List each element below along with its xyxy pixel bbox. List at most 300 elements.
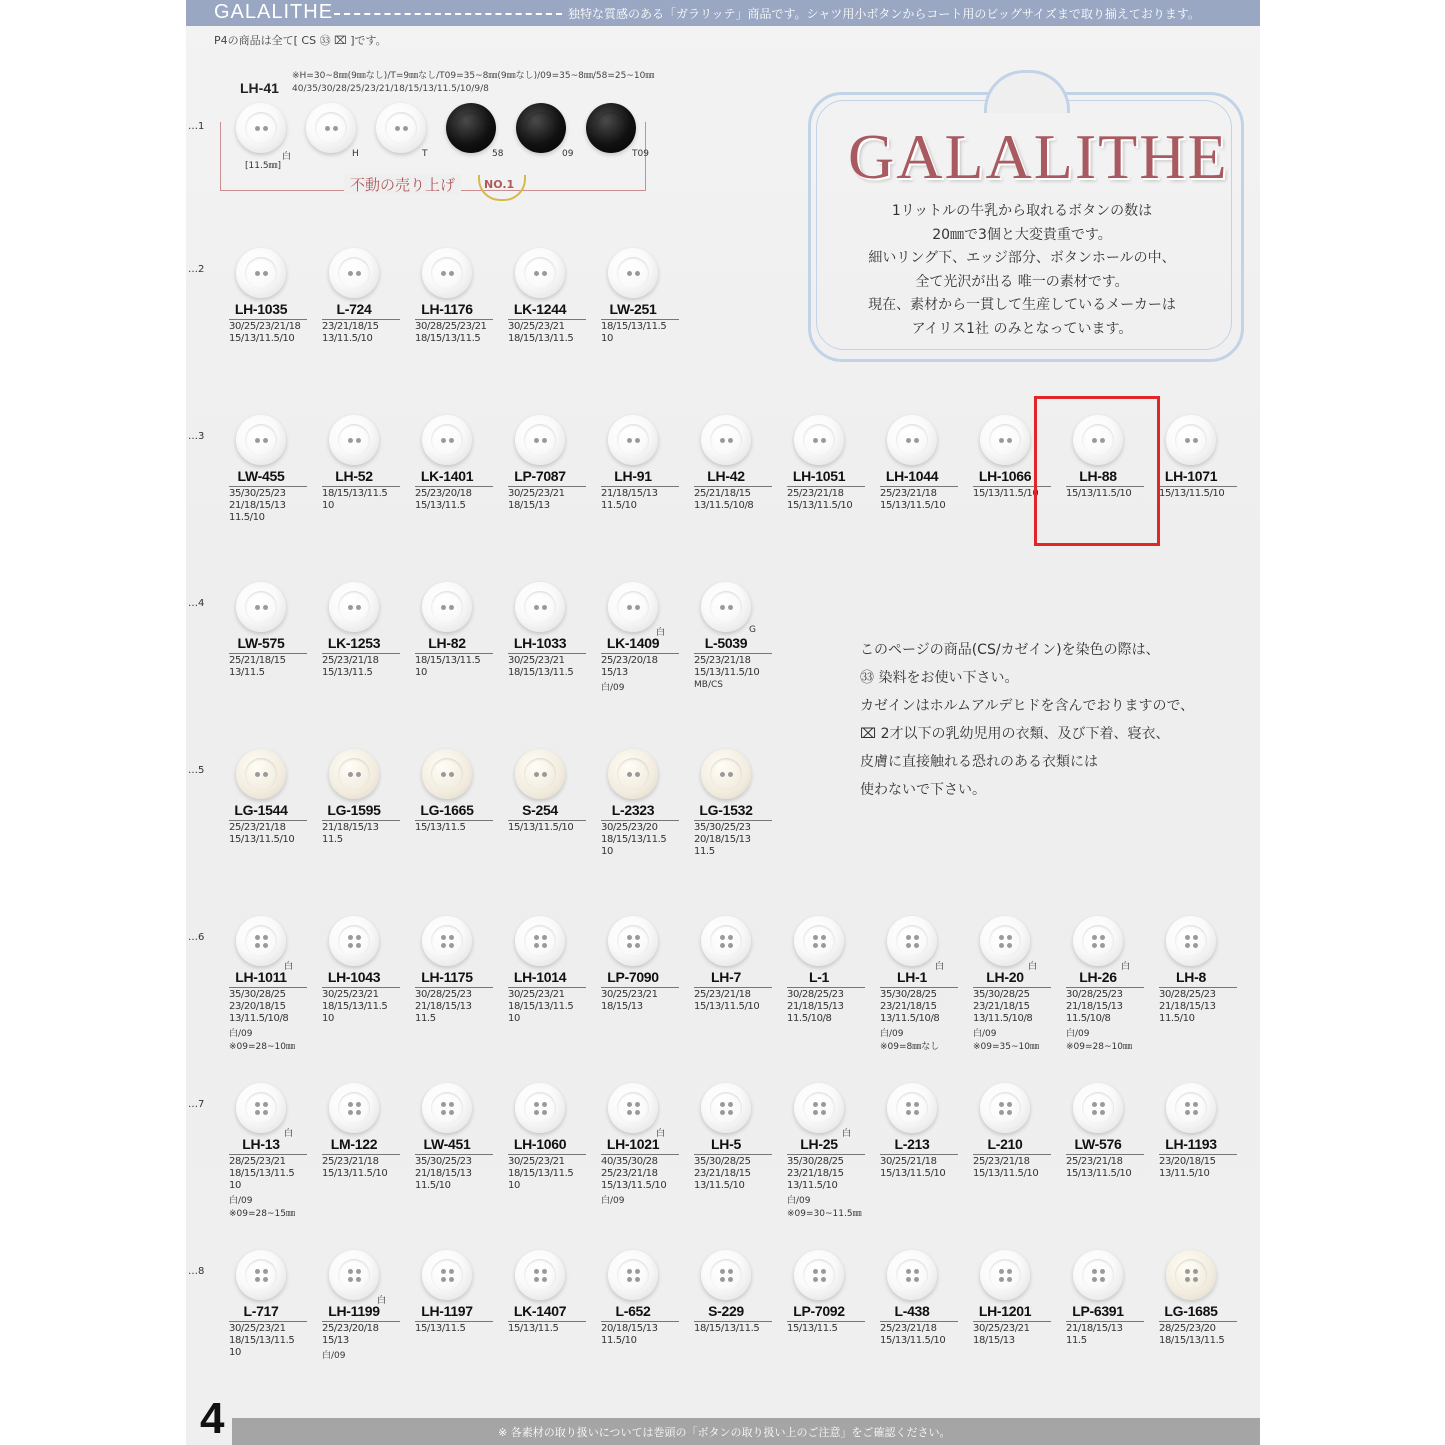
product-sizes: 18/15/13/11.5 10: [322, 486, 400, 512]
color-tag: G: [749, 625, 756, 635]
button-hole: [449, 772, 454, 777]
product-sizes: 23/21/18/15 13/11.5/10: [322, 319, 400, 345]
button-lh-1176[interactable]: [422, 248, 472, 298]
button-hole: [1007, 1269, 1012, 1274]
button-l-213[interactable]: [887, 1083, 937, 1133]
button-lh-42[interactable]: [701, 415, 751, 465]
product-code[interactable]: LH-1199: [328, 1303, 380, 1319]
product-sizes: 21/18/15/13 11.5: [322, 820, 400, 846]
button-hole: [1007, 1102, 1012, 1107]
product-note: 白/09: [601, 683, 625, 693]
product-sizes: 30/28/25/23 21/18/15/13 11.5/10: [1159, 987, 1237, 1025]
button-lh-1197[interactable]: [422, 1250, 472, 1300]
button-lm-122[interactable]: [329, 1083, 379, 1133]
button-hole: [914, 935, 919, 940]
button-hole: [720, 1277, 725, 1282]
product-sizes: 35/30/28/25 23/21/18/15 13/11.5/10/8: [880, 987, 958, 1025]
button-lh-1035[interactable]: [236, 248, 286, 298]
button-lh-91[interactable]: [608, 415, 658, 465]
product-sizes: 21/18/15/13 11.5: [1066, 1321, 1144, 1347]
product-code[interactable]: LH-1: [897, 969, 927, 985]
product-code[interactable]: LH-1060: [513, 1136, 567, 1152]
color-tag: 白: [656, 1129, 666, 1139]
product-code[interactable]: L-2323: [611, 802, 655, 818]
button-hole: [1185, 1277, 1190, 1282]
feature-line: アイリス1社 のみとなっています。: [911, 320, 1133, 337]
product-code[interactable]: LK-1409: [606, 635, 660, 651]
button-hole: [627, 943, 632, 948]
button-hole: [627, 1102, 632, 1107]
product-code[interactable]: LH-82: [428, 635, 466, 651]
lh41-button-5[interactable]: [516, 103, 566, 153]
product-note: 白/09 ※09=8㎜なし: [880, 1029, 940, 1052]
product-sizes: 15/13/11.5/10: [1066, 486, 1144, 500]
button-hole: [542, 1102, 547, 1107]
button-lh-1044[interactable]: [887, 415, 937, 465]
button-lh-1066[interactable]: [980, 415, 1030, 465]
button-lh-1011[interactable]: [236, 916, 286, 966]
button-lg-1665[interactable]: [422, 749, 472, 799]
button-hole: [534, 1102, 539, 1107]
button-hole: [627, 271, 632, 276]
product-code[interactable]: LG-1595: [327, 802, 381, 818]
color-tag: 白: [842, 1129, 852, 1139]
button-hole: [635, 1110, 640, 1115]
button-hole: [348, 772, 353, 777]
button-lg-1595[interactable]: [329, 749, 379, 799]
button-hole: [720, 1102, 725, 1107]
button-lg-1532[interactable]: [701, 749, 751, 799]
button-s-254[interactable]: [515, 749, 565, 799]
button-hole: [255, 943, 260, 948]
product-code[interactable]: LW-576: [1074, 1136, 1122, 1152]
button-hole: [348, 943, 353, 948]
button-hole: [1193, 943, 1198, 948]
button-l-210[interactable]: [980, 1083, 1030, 1133]
lh41-button-6[interactable]: [586, 103, 636, 153]
button-lh-1014[interactable]: [515, 916, 565, 966]
button-lh-25[interactable]: [794, 1083, 844, 1133]
button-lh-20[interactable]: [980, 916, 1030, 966]
button-lp-7092[interactable]: [794, 1250, 844, 1300]
product-sizes: 15/13/11.5: [787, 1321, 865, 1335]
button-hole: [1007, 943, 1012, 948]
product-note: MB/CS: [694, 680, 723, 690]
footer-note: ※ 各素材の取り扱いについては巻頭の「ボタンの取り扱い上のご注意」をご確認ください。: [498, 1426, 951, 1439]
product-code[interactable]: LH-1035: [234, 301, 288, 317]
button-hole: [263, 605, 268, 610]
product-code[interactable]: LP-7090: [607, 969, 659, 985]
button-hole: [255, 271, 260, 276]
button-hole: [1185, 1110, 1190, 1115]
button-hole: [720, 605, 725, 610]
button-hole: [534, 935, 539, 940]
product-code[interactable]: LG-1685: [1164, 1303, 1218, 1319]
button-lh-26[interactable]: [1073, 916, 1123, 966]
button-hole: [821, 943, 826, 948]
button-lp-7087[interactable]: [515, 415, 565, 465]
product-sizes: 30/25/23/21 18/15/13/11.5 10: [508, 987, 586, 1025]
product-note: 白/09 ※09=30~11.5㎜: [787, 1196, 862, 1219]
product-sizes: 23/20/18/15 13/11.5/10: [1159, 1154, 1237, 1180]
lh41-button-4[interactable]: [446, 103, 496, 153]
product-code[interactable]: LH-25: [800, 1136, 838, 1152]
product-code[interactable]: LH-1043: [327, 969, 381, 985]
button-hole: [449, 1102, 454, 1107]
button-hole: [449, 605, 454, 610]
button-lw-251[interactable]: [608, 248, 658, 298]
button-hole: [348, 1277, 353, 1282]
product-code[interactable]: LH-7: [711, 969, 741, 985]
product-code[interactable]: LH-1071: [1164, 468, 1218, 484]
row-marker: …7: [188, 1099, 205, 1110]
button-hole: [356, 605, 361, 610]
lh41-variant-label: T: [422, 149, 428, 159]
button-hole: [356, 1102, 361, 1107]
button-hole: [906, 438, 911, 443]
button-hole: [720, 943, 725, 948]
product-code[interactable]: LH-5: [711, 1136, 741, 1152]
product-note: 白/09 ※09=28~10㎜: [1066, 1029, 1132, 1052]
row-marker: …5: [188, 765, 205, 776]
product-sizes: 15/13/11.5/10: [973, 486, 1051, 500]
button-hole: [356, 1110, 361, 1115]
button-hole: [1193, 1102, 1198, 1107]
product-sizes: 25/23/20/18 15/13: [601, 653, 679, 679]
casein-line: ㉝ 染料をお使い下さい。: [860, 670, 1019, 686]
product-code[interactable]: LH-42: [707, 468, 745, 484]
button-lp-6391[interactable]: [1073, 1250, 1123, 1300]
button-hole: [255, 605, 260, 610]
button-hole: [720, 772, 725, 777]
button-hole: [534, 943, 539, 948]
product-sizes: 15/13/11.5: [415, 1321, 493, 1335]
highlight-box: [1034, 396, 1160, 546]
button-l-2323[interactable]: [608, 749, 658, 799]
product-code[interactable]: LH-1033: [513, 635, 567, 651]
button-lh-1175[interactable]: [422, 916, 472, 966]
button-hole: [906, 1269, 911, 1274]
button-hole: [348, 1110, 353, 1115]
product-sizes: 25/23/21/18 15/13/11.5: [322, 653, 400, 679]
button-hole: [1007, 1277, 1012, 1282]
button-lh-52[interactable]: [329, 415, 379, 465]
color-tag: 白: [935, 962, 945, 972]
product-sizes: 18/15/13/11.5 10: [415, 653, 493, 679]
product-code[interactable]: L-724: [336, 301, 372, 317]
product-code[interactable]: L-213: [894, 1136, 930, 1152]
button-hole: [635, 772, 640, 777]
product-sizes: 35/30/25/23 21/18/15/13 11.5/10: [415, 1154, 493, 1192]
product-note: 白/09: [601, 1196, 625, 1206]
casein-line: ⌧ 2才以下の乳幼児用の衣類、及び下着、寝衣、: [860, 726, 1170, 742]
color-tag: 白: [377, 1296, 387, 1306]
button-hole: [356, 935, 361, 940]
product-sizes: 35/30/28/25 23/21/18/15 13/11.5/10: [787, 1154, 865, 1192]
button-hole: [914, 1269, 919, 1274]
button-lh-1021[interactable]: [608, 1083, 658, 1133]
lh41-variant-label: 58: [492, 149, 504, 159]
page-number: 4: [200, 1394, 225, 1443]
button-lk-1407[interactable]: [515, 1250, 565, 1300]
product-code[interactable]: LH-1197: [421, 1303, 473, 1319]
product-code[interactable]: LH-26: [1079, 969, 1117, 985]
product-code[interactable]: LW-451: [423, 1136, 471, 1152]
button-hole: [1092, 935, 1097, 940]
button-hole: [728, 772, 733, 777]
button-hole: [534, 1110, 539, 1115]
product-sizes: 30/25/23/21 18/15/13/11.5: [508, 319, 586, 345]
button-lh-5[interactable]: [701, 1083, 751, 1133]
product-code[interactable]: LM-122: [330, 1136, 378, 1152]
button-lh-82[interactable]: [422, 582, 472, 632]
button-hole: [441, 1269, 446, 1274]
product-code[interactable]: LG-1544: [234, 802, 288, 818]
button-hole: [255, 1269, 260, 1274]
button-hole: [635, 271, 640, 276]
lh41-button-2[interactable]: [306, 103, 356, 153]
button-hole: [263, 1110, 268, 1115]
button-hole: [813, 935, 818, 940]
button-hole: [914, 1277, 919, 1282]
product-code[interactable]: S-229: [708, 1303, 744, 1319]
button-hole: [348, 605, 353, 610]
button-hole: [542, 1110, 547, 1115]
button-hole: [635, 438, 640, 443]
button-hole: [255, 126, 260, 131]
product-code[interactable]: LH-88: [1079, 468, 1117, 484]
product-code[interactable]: L-438: [894, 1303, 930, 1319]
button-lw-455[interactable]: [236, 415, 286, 465]
button-lw-576[interactable]: [1073, 1083, 1123, 1133]
product-code[interactable]: LH-8: [1176, 969, 1206, 985]
button-s-229[interactable]: [701, 1250, 751, 1300]
feature-line: 1リットルの牛乳から取れるボタンの数は: [891, 203, 1153, 219]
button-hole: [1193, 1110, 1198, 1115]
casein-line: カゼインはホルムアルデヒドを含んでおりますので、: [860, 698, 1195, 714]
button-l-438[interactable]: [887, 1250, 937, 1300]
button-hole: [821, 935, 826, 940]
product-sizes: 25/23/21/18 15/13/11.5/10: [880, 486, 958, 512]
button-hole: [542, 943, 547, 948]
lh41-note: [292, 70, 654, 96]
button-hole: [906, 943, 911, 948]
button-hole: [1193, 1269, 1198, 1274]
button-hole: [1185, 438, 1190, 443]
product-code[interactable]: LK-1244: [513, 301, 567, 317]
button-l-5039[interactable]: [701, 582, 751, 632]
button-hole: [534, 1269, 539, 1274]
button-l-724[interactable]: [329, 248, 379, 298]
product-sizes: 20/18/15/13 11.5/10: [601, 1321, 679, 1347]
button-hole: [635, 1277, 640, 1282]
product-code[interactable]: LH-13: [242, 1136, 280, 1152]
button-hole: [441, 1110, 446, 1115]
button-lk-1244[interactable]: [515, 248, 565, 298]
casein-line: 使わないで下さい。: [860, 782, 986, 798]
button-lg-1685[interactable]: [1166, 1250, 1216, 1300]
product-sizes: 30/25/23/21 18/15/13: [508, 486, 586, 512]
product-code[interactable]: LH-1176: [421, 301, 473, 317]
product-code[interactable]: LH-1014: [513, 969, 567, 985]
product-code[interactable]: LH-1044: [885, 468, 939, 484]
button-lh-8[interactable]: [1166, 916, 1216, 966]
product-code[interactable]: S-254: [522, 802, 558, 818]
product-code[interactable]: LH-1051: [792, 468, 846, 484]
button-lh-1071[interactable]: [1166, 415, 1216, 465]
product-code[interactable]: L-5039: [704, 635, 748, 651]
product-code[interactable]: LK-1407: [513, 1303, 567, 1319]
product-sizes: 30/25/23/21 18/15/13/11.5 10: [508, 1154, 586, 1192]
product-sizes: 30/25/23/21 18/15/13/11.5: [508, 653, 586, 679]
product-code[interactable]: LW-455: [237, 468, 285, 484]
button-lh-1033[interactable]: [515, 582, 565, 632]
button-hole: [356, 1277, 361, 1282]
product-code[interactable]: LW-575: [237, 635, 285, 651]
button-l-1[interactable]: [794, 916, 844, 966]
product-code[interactable]: LK-1253: [327, 635, 381, 651]
button-hole: [348, 271, 353, 276]
button-hole: [914, 1102, 919, 1107]
button-hole: [728, 1102, 733, 1107]
button-hole: [255, 1277, 260, 1282]
button-hole: [720, 1110, 725, 1115]
product-sizes: 35/30/25/23 20/18/15/13 11.5: [694, 820, 772, 858]
button-hole: [263, 772, 268, 777]
product-sizes: 18/15/13/11.5 10: [601, 319, 679, 345]
product-note: 白/09 ※09=28~10㎜: [229, 1029, 295, 1052]
color-tag: 白: [1028, 962, 1038, 972]
header-divider: [334, 13, 562, 15]
product-sizes: 15/13/11.5/10: [508, 820, 586, 834]
lh41-variant-label: 白: [282, 152, 292, 162]
row-marker: …4: [188, 598, 205, 609]
button-hole: [906, 1277, 911, 1282]
product-code[interactable]: L-210: [987, 1136, 1023, 1152]
button-lh-1[interactable]: [887, 916, 937, 966]
product-sizes: 30/25/23/21 18/15/13/11.5 10: [322, 987, 400, 1025]
button-hole: [914, 943, 919, 948]
button-lh-1051[interactable]: [794, 415, 844, 465]
product-code[interactable]: LP-7092: [793, 1303, 845, 1319]
button-lk-1409[interactable]: [608, 582, 658, 632]
button-hole: [356, 438, 361, 443]
product-code[interactable]: LG-1665: [420, 802, 474, 818]
button-lh-1043[interactable]: [329, 916, 379, 966]
button-lw-451[interactable]: [422, 1083, 472, 1133]
product-code[interactable]: L-652: [615, 1303, 651, 1319]
button-hole: [813, 1110, 818, 1115]
product-code[interactable]: L-1: [808, 969, 830, 985]
casein-line: このページの商品(CS/カゼイン)を染色の際は、: [860, 642, 1160, 658]
button-hole: [449, 1277, 454, 1282]
button-hole: [542, 271, 547, 276]
product-code[interactable]: LP-6391: [1072, 1303, 1124, 1319]
button-hole: [627, 1277, 632, 1282]
product-note: 白/09 ※09=35~10㎜: [973, 1029, 1039, 1052]
product-code[interactable]: LH-52: [335, 468, 373, 484]
button-hole: [627, 935, 632, 940]
product-code[interactable]: LH-1066: [978, 468, 1032, 484]
row-marker: …8: [188, 1266, 205, 1277]
button-lh-1060[interactable]: [515, 1083, 565, 1133]
button-lg-1544[interactable]: [236, 749, 286, 799]
product-code[interactable]: LH-1175: [421, 969, 473, 985]
feature-line: 現在、素材から一貫して生産しているメーカーは: [868, 297, 1176, 313]
product-sizes: 25/23/21/18 15/13/11.5/10: [694, 653, 772, 679]
lh41-button-1[interactable]: [236, 103, 286, 153]
color-tag: 白: [1121, 962, 1131, 972]
product-code[interactable]: LG-1532: [699, 802, 753, 818]
button-hole: [348, 1102, 353, 1107]
button-hole: [263, 1277, 268, 1282]
button-lw-575[interactable]: [236, 582, 286, 632]
button-lk-1401[interactable]: [422, 415, 472, 465]
product-code[interactable]: LK-1401: [420, 468, 474, 484]
lh41-button-3[interactable]: [376, 103, 426, 153]
button-lh-7[interactable]: [701, 916, 751, 966]
product-sizes: 30/25/21/18 15/13/11.5/10: [880, 1154, 958, 1180]
button-lh-1199[interactable]: [329, 1250, 379, 1300]
button-l-652[interactable]: [608, 1250, 658, 1300]
button-hole: [821, 438, 826, 443]
button-lp-7090[interactable]: [608, 916, 658, 966]
color-tag: 白: [284, 1129, 294, 1139]
button-hole: [255, 1102, 260, 1107]
button-hole: [1092, 1277, 1097, 1282]
product-sizes: 30/28/25/23 21/18/15/13 11.5/10/8: [1066, 987, 1144, 1025]
button-lh-1193[interactable]: [1166, 1083, 1216, 1133]
button-hole: [728, 1269, 733, 1274]
product-code[interactable]: LH-1021: [606, 1136, 660, 1152]
button-hole: [255, 772, 260, 777]
product-sizes: 25/23/21/18 15/13/11.5/10: [973, 1154, 1051, 1180]
button-l-717[interactable]: [236, 1250, 286, 1300]
button-hole: [441, 935, 446, 940]
button-hole: [255, 935, 260, 940]
product-code[interactable]: LH-1201: [978, 1303, 1032, 1319]
button-hole: [348, 1269, 353, 1274]
product-code[interactable]: LH-1193: [1165, 1136, 1217, 1152]
button-hole: [720, 935, 725, 940]
button-hole: [999, 438, 1004, 443]
button-hole: [728, 1277, 733, 1282]
button-lh-13[interactable]: [236, 1083, 286, 1133]
product-code[interactable]: LH-91: [614, 468, 652, 484]
button-lh-1201[interactable]: [980, 1250, 1030, 1300]
product-code[interactable]: L-717: [243, 1303, 279, 1319]
button-hole: [542, 935, 547, 940]
feature-line: 細いリング下、エッジ部分、ボタンホールの中、: [868, 250, 1176, 266]
product-sizes: 21/18/15/13 11.5/10: [601, 486, 679, 512]
button-hole: [441, 271, 446, 276]
button-hole: [635, 605, 640, 610]
button-hole: [441, 1102, 446, 1107]
product-sizes: 25/23/21/18 15/13/11.5/10: [1066, 1154, 1144, 1180]
button-hole: [441, 943, 446, 948]
button-hole: [449, 271, 454, 276]
button-hole: [263, 1269, 268, 1274]
product-code[interactable]: LH-1011: [235, 969, 287, 985]
product-code[interactable]: LP-7087: [514, 468, 566, 484]
button-hole: [542, 772, 547, 777]
product-code[interactable]: LW-251: [609, 301, 657, 317]
button-hole: [1007, 1110, 1012, 1115]
button-hole: [263, 271, 268, 276]
product-sizes: 25/23/20/18 15/13/11.5: [415, 486, 493, 512]
product-code[interactable]: LH-20: [986, 969, 1024, 985]
button-lk-1253[interactable]: [329, 582, 379, 632]
